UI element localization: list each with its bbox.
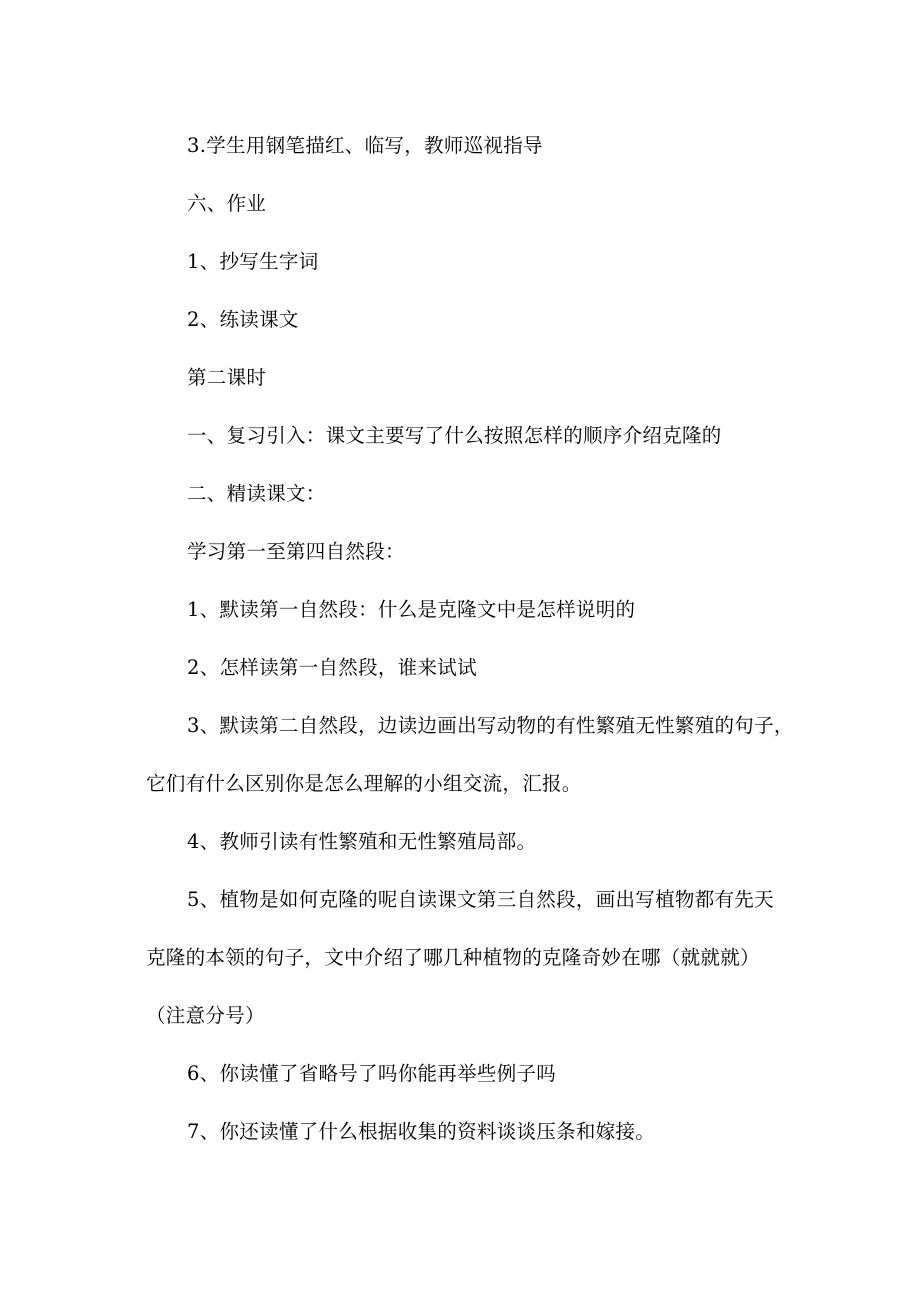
text-line-homework-2: 2、练读课文 (187, 308, 299, 331)
text-line-step-7-grafting: 7、你还读懂了什么根据收集的资料谈谈压条和嫁接。 (187, 1120, 656, 1143)
text-line-step-6-ellipsis: 6、你读懂了省略号了吗你能再举些例子吗 (187, 1062, 557, 1085)
text-line-paragraphs-1-4: 学习第一至第四自然段： (187, 540, 405, 563)
section-heading-close-reading: 二、精读课文： (187, 482, 326, 505)
text-line-step-1-silent-read: 1、默读第一自然段：什么是克隆文中是怎样说明的 (187, 598, 636, 621)
text-line-step-3-pen-tracing: 3.学生用钢笔描红、临写，教师巡视指导 (187, 134, 543, 157)
text-line-step-5-continued: 克隆的本领的句子，文中介绍了哪几种植物的克隆奇妙在哪（就就就） (146, 946, 760, 969)
text-line-step-5-note: （注意分号） (146, 1004, 265, 1027)
text-line-review-intro: 一、复习引入：课文主要写了什么按照怎样的顺序介绍克隆的 (187, 424, 722, 447)
text-line-step-4-guided-read: 4、教师引读有性繁殖和无性繁殖局部。 (187, 830, 537, 853)
text-line-step-2-read-aloud: 2、怎样读第一自然段，谁来试试 (187, 656, 477, 679)
text-line-homework-1: 1、抄写生字词 (187, 250, 319, 273)
section-heading-homework: 六、作业 (187, 192, 267, 215)
text-line-step-5-plants: 5、植物是如何克隆的呢自读课文第三自然段，画出写植物都有先天 (187, 888, 774, 911)
text-line-step-3-reproduction: 3、默读第二自然段，边读边画出写动物的有性繁殖无性繁殖的句子， (187, 714, 794, 737)
section-heading-second-lesson: 第二课时 (187, 366, 267, 389)
text-line-step-3-continued: 它们有什么区别你是怎么理解的小组交流，汇报。 (146, 772, 582, 795)
